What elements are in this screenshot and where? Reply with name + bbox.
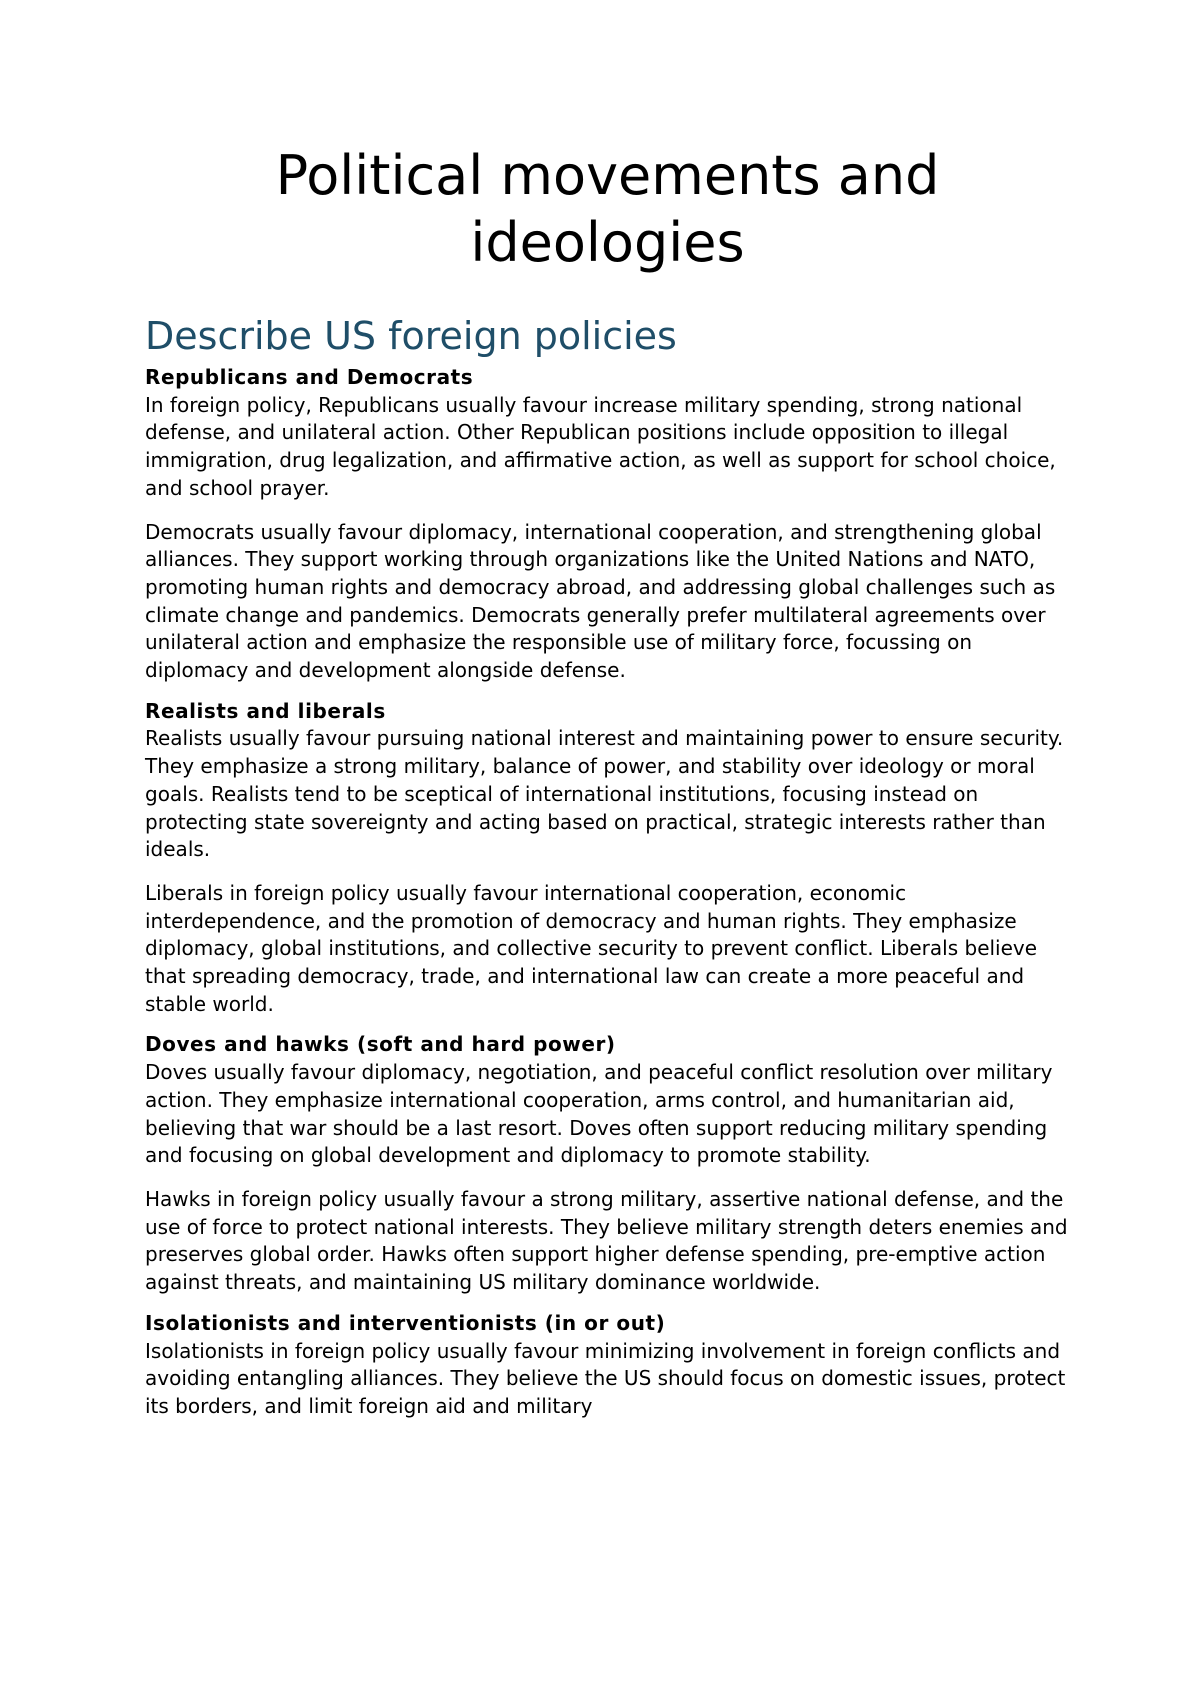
- subheading-republicans-democrats: Republicans and Democrats: [145, 365, 474, 389]
- paragraph-democrats: Democrats usually favour diplomacy, international cooperation, and strengthening global alliances. They support working through organizations like the United Nations and NATO, promoting human rights and democracy abroad, and addressing global challenges such as climate change and pandemics. Democrats generally prefer multilateral agreements over unilateral action and emphasize the responsible use of military force, focussing on diplomacy and development alongside defense.: [145, 519, 1056, 683]
- paragraph-hawks: Hawks in foreign policy usually favour a strong military, assertive national defense, and the use of force to protect national interests. They believe military strength deters enemies and preserves global order. Hawks often support higher defense spending, pre-emptive action against threats, and maintaining US military dominance worldwide.: [145, 1186, 1068, 1295]
- paragraph-isolationists: Isolationists in foreign policy usually favour minimizing involvement in foreign conflicts and avoiding entangling alliances. They believe the US should focus on domestic issues, protect its borders, and limit foreign aid and military: [145, 1338, 1066, 1418]
- section-heading: Describe US foreign policies: [145, 314, 677, 358]
- subheading-isolationists-interventionists: Isolationists and interventionists (in or out): [145, 1310, 666, 1335]
- paragraph-realists: Realists usually favour pursuing national interest and maintaining power to ensure security. They emphasize a strong military, balance of power, and stability over ideology or moral goals. Realists tend to be sceptical of international institutions, focusing instead on protecting state sovereignty and acting based on practical, strategic interests rather than ideals.: [145, 726, 1064, 862]
- section-republicans-democrats: [145, 364, 1070, 685]
- paragraph-doves: Doves usually favour diplomacy, negotiation, and peaceful conflict resolution over military action. They emphasize international cooperation, arms control, and humanitarian aid, believing that war should be a last resort. Doves often support reducing military spending and focusing on global development and diplomacy to promote stability.: [145, 1060, 1053, 1168]
- subheading-doves-hawks: Doves and hawks (soft and hard power): [145, 1032, 616, 1057]
- section-isolationists-interventionists: [145, 1310, 1070, 1421]
- section-realists-liberals: [145, 698, 1070, 1019]
- paragraph-republicans: In foreign policy, Republicans usually favour increase military spending, strong national defense, and unilateral action. Other Republican positions include opposition to illegal immigration, drug legalization, and affirmative action, as well as support for school choice, and school prayer.: [145, 392, 1056, 500]
- document-title: Political movements and ideologies: [275, 144, 940, 274]
- paragraph-liberals: Liberals in foreign policy usually favour international cooperation, economic interdependence, and the promotion of democracy and human rights. They emphasize diplomacy, global institutions, and collective security to prevent conflict. Liberals believe that spreading democracy, trade, and international law can create a more peaceful and stable world.: [145, 880, 1038, 1016]
- section-doves-hawks: [145, 1031, 1070, 1296]
- document-page: [145, 0, 1070, 1421]
- subheading-realists-liberals: Realists and liberals: [145, 698, 386, 723]
